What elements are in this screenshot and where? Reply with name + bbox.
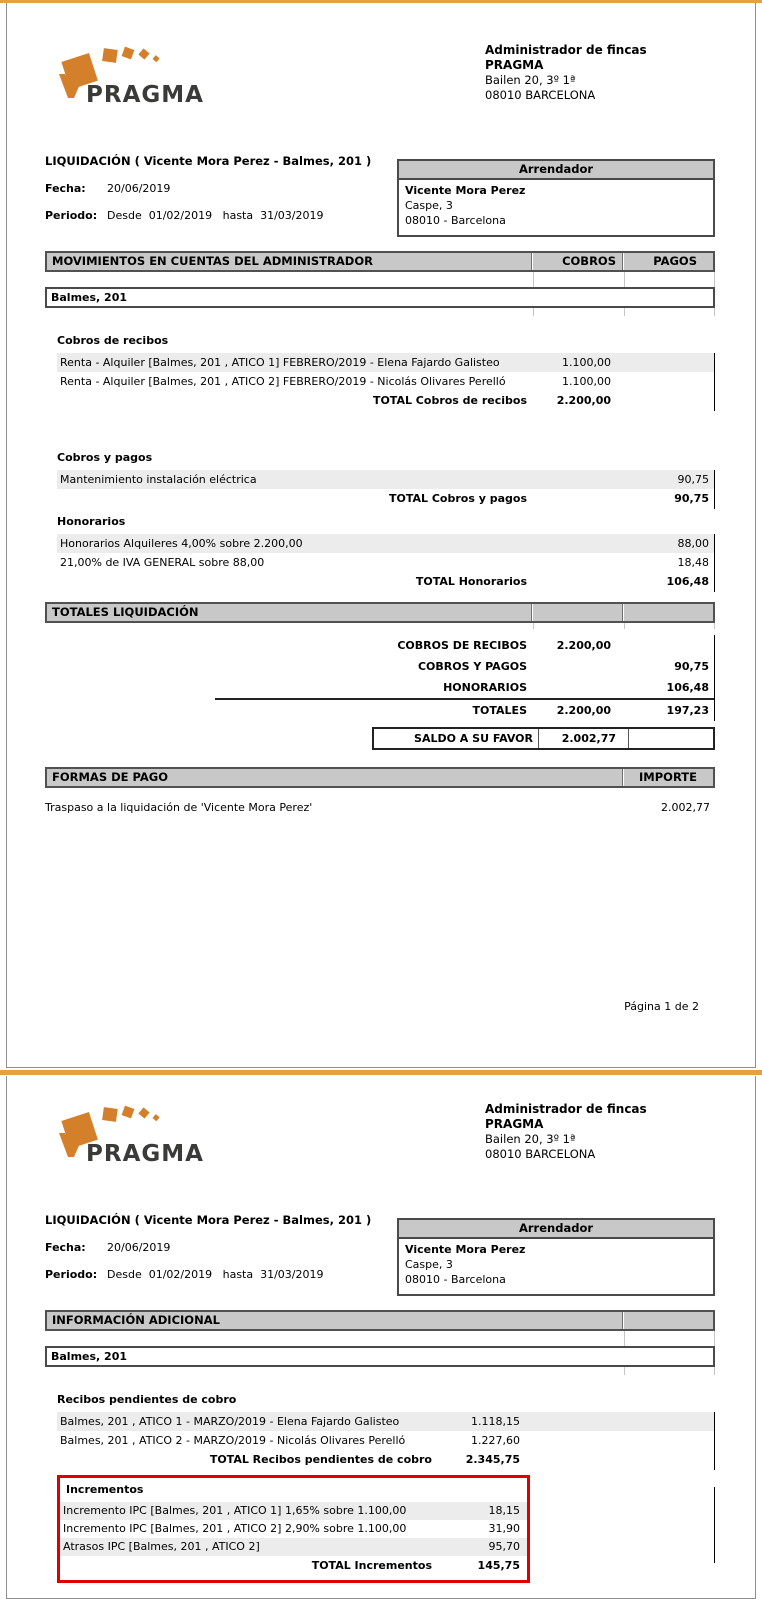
recibos-pendientes-table: [57, 1393, 715, 1470]
total-label: TOTAL Incrementos: [311, 1559, 432, 1572]
row-cobros: [532, 534, 623, 553]
table-heading: Incrementos: [66, 1483, 144, 1496]
movimientos-bar-title: MOVIMIENTOS EN CUENTAS DEL ADMINISTRADOR: [52, 254, 373, 268]
totales-row: [57, 635, 714, 656]
totales-label: TOTALES: [472, 704, 527, 717]
row-importe: 1.227,60: [471, 1434, 520, 1447]
total-label: TOTAL Cobros y pagos: [389, 492, 527, 505]
table-row: [60, 1502, 527, 1520]
column-header-pagos: PAGOS: [622, 253, 713, 270]
table-row: [57, 534, 714, 553]
fecha-label: Fecha:: [45, 182, 86, 195]
document-page-1: [6, 3, 756, 1068]
total-pagos: 90,75: [674, 492, 709, 505]
honorarios-table: [57, 515, 715, 592]
row-importe: 2.002,77: [661, 801, 710, 814]
total-cobros: [532, 489, 623, 509]
formas-pago-row: [45, 798, 715, 818]
row-desc: Incremento IPC [Balmes, 201 , ATICO 1] 1,65% sobre 1.100,00: [63, 1504, 407, 1517]
total-cobros: 2.200,00: [556, 394, 611, 407]
arrendador-box-body: [399, 180, 713, 235]
total-importe: 2.345,75: [465, 1453, 520, 1466]
total-pagos: [623, 391, 714, 411]
column-guides: [45, 1331, 715, 1346]
totales-bar-cell: [622, 604, 713, 621]
right-column-rule: [714, 1487, 715, 1563]
table-row: [60, 1520, 527, 1538]
row-desc: Honorarios Alquileres 4,00% sobre 2.200,00: [60, 537, 303, 550]
total-label: TOTAL Recibos pendientes de cobro: [209, 1453, 432, 1466]
liquidation-details: [45, 154, 397, 237]
column-guides: [45, 1367, 715, 1375]
table-row: [57, 353, 714, 372]
arrendador-box-body: [399, 1239, 713, 1294]
row-pagos: [623, 353, 714, 372]
property-box: Balmes, 201: [45, 287, 715, 308]
row-importe: 95,70: [488, 1540, 520, 1553]
liquidation-info-section: [45, 1213, 715, 1296]
totales-cobros: [532, 656, 623, 677]
totales-pagos: 90,75: [674, 660, 709, 673]
periodo-value: Desde 01/02/2019 hasta 31/03/2019: [107, 209, 324, 222]
logo-wordmark: PRAGMA: [86, 1141, 204, 1167]
arrendador-box-header: Arrendador: [399, 161, 713, 180]
totales-label: HONORARIOS: [443, 681, 527, 694]
totales-pagos: 197,23: [666, 704, 709, 717]
column-guides: [45, 623, 715, 629]
company-line: 08010 BARCELONA: [485, 1147, 596, 1161]
totales-row: [57, 677, 714, 698]
table-total-row: [60, 1556, 527, 1576]
arrendador-address: Caspe, 3: [405, 199, 453, 212]
row-pagos: 18,48: [677, 556, 709, 569]
totales-cobros: 2.200,00: [556, 639, 611, 652]
page-header: [45, 1076, 715, 1171]
company-address-block: [485, 1102, 715, 1162]
saldo-empty-cell: [629, 729, 713, 748]
liquidation-title: LIQUIDACIÓN ( Vicente Mora Perez - Balmes, 201 ): [45, 154, 372, 168]
totales-section-bar: [45, 602, 715, 623]
table-heading: Recibos pendientes de cobro: [57, 1393, 237, 1406]
totales-label: COBROS DE RECIBOS: [397, 639, 527, 652]
total-label: TOTAL Honorarios: [415, 575, 527, 588]
liquidation-details: [45, 1213, 397, 1296]
table-row: [60, 1538, 527, 1556]
column-guides: [45, 272, 715, 287]
arrendador-address: Caspe, 3: [405, 1258, 453, 1271]
document-page-2: [6, 1076, 756, 1599]
total-importe: 145,75: [477, 1559, 520, 1572]
informacion-bar-title: INFORMACIÓN ADICIONAL: [52, 1313, 220, 1327]
company-line: Bailen 20, 3º 1ª: [485, 1132, 576, 1146]
row-cobros: 1.100,00: [562, 356, 611, 369]
row-cobros: [532, 553, 623, 572]
column-header-importe: IMPORTE: [622, 769, 713, 786]
row-pagos: 90,75: [677, 473, 709, 486]
page-header: [45, 3, 715, 112]
informacion-bar-cell: [622, 1312, 713, 1329]
company-line: Administrador de fincas: [485, 1102, 647, 1116]
periodo-label: Periodo:: [45, 209, 98, 222]
row-desc: Atrasos IPC [Balmes, 201 , ATICO 2]: [63, 1540, 260, 1553]
total-label: TOTAL Cobros de recibos: [372, 394, 527, 407]
movimientos-section-bar: [45, 251, 715, 272]
company-line: 08010 BARCELONA: [485, 88, 596, 102]
row-desc: Renta - Alquiler [Balmes, 201 , ATICO 1] FEBRERO/2019 - Elena Fajardo Galisteo: [60, 356, 500, 369]
liquidation-info-section: [45, 154, 715, 237]
column-header-cobros: COBROS: [531, 253, 622, 270]
periodo-label: Periodo:: [45, 1268, 98, 1281]
fecha-value: 20/06/2019: [107, 1241, 171, 1254]
table-row: [57, 470, 714, 489]
arrendador-box: [397, 1218, 715, 1296]
liquidation-title: LIQUIDACIÓN ( Vicente Mora Perez - Balmes, 201 ): [45, 1213, 372, 1227]
column-guides: [45, 308, 715, 316]
row-desc: Renta - Alquiler [Balmes, 201 , ATICO 2] FEBRERO/2019 - Nicolás Olivares Perelló: [60, 375, 506, 388]
table-total-row: [57, 572, 714, 592]
totales-pagos: [623, 635, 714, 656]
cobros-y-pagos-table: [57, 451, 715, 509]
total-cobros: [532, 572, 623, 592]
company-line: Administrador de fincas: [485, 43, 647, 57]
cobros-de-recibos-table: [57, 334, 715, 411]
row-pagos: [623, 372, 714, 391]
row-pagos: 88,00: [677, 537, 709, 550]
formas-pago-section-bar: [45, 767, 715, 788]
table-heading: Honorarios: [57, 515, 126, 528]
pragma-logo: [53, 1102, 263, 1171]
table-heading: Cobros de recibos: [57, 334, 169, 347]
total-pagos: 106,48: [666, 575, 709, 588]
row-desc: Incremento IPC [Balmes, 201 , ATICO 2] 2,90% sobre 1.100,00: [63, 1522, 407, 1535]
row-desc: Balmes, 201 , ATICO 2 - MARZO/2019 - Nicolás Olivares Perelló: [60, 1434, 406, 1447]
row-importe: 31,90: [488, 1522, 520, 1535]
row-importe: 18,15: [488, 1504, 520, 1517]
arrendador-name: Vicente Mora Perez: [405, 184, 526, 197]
incrementos-highlight-box: [57, 1475, 530, 1583]
property-box: Balmes, 201: [45, 1346, 715, 1367]
row-desc: Balmes, 201 , ATICO 1 - MARZO/2019 - Elena Fajardo Galisteo: [60, 1415, 400, 1428]
arrendador-name: Vicente Mora Perez: [405, 1243, 526, 1256]
totales-bar-title: TOTALES LIQUIDACIÓN: [52, 605, 199, 619]
totales-rows: [57, 635, 715, 721]
table-heading: Cobros y pagos: [57, 451, 153, 464]
table-total-row: [57, 1450, 714, 1470]
table-row: [57, 1412, 714, 1431]
informacion-adicional-bar: [45, 1310, 715, 1331]
table-row: [57, 553, 714, 572]
company-line: PRAGMA: [485, 58, 544, 72]
company-address-block: [485, 43, 715, 103]
row-desc: 21,00% de IVA GENERAL sobre 88,00: [60, 556, 265, 569]
periodo-value: Desde 01/02/2019 hasta 31/03/2019: [107, 1268, 324, 1281]
page-separator: [0, 1070, 762, 1075]
company-line: PRAGMA: [485, 1117, 544, 1131]
totales-label: COBROS Y PAGOS: [417, 660, 527, 673]
arrendador-address: 08010 - Barcelona: [405, 214, 506, 227]
totales-bar-cell: [531, 604, 622, 621]
pragma-logo: [53, 43, 263, 112]
fecha-label: Fecha:: [45, 1241, 86, 1254]
table-total-row: [57, 391, 714, 411]
totales-row: [57, 656, 714, 677]
totales-pagos: 106,48: [666, 681, 709, 694]
logo-wordmark: PRAGMA: [86, 82, 204, 108]
arrendador-address: 08010 - Barcelona: [405, 1273, 506, 1286]
arrendador-box-header: Arrendador: [399, 1220, 713, 1239]
page-number: Página 1 de 2: [624, 1000, 699, 1013]
totales-cobros: [532, 677, 623, 698]
saldo-label: SALDO A SU FAVOR: [414, 732, 533, 745]
saldo-box: [372, 727, 715, 750]
row-cobros: 1.100,00: [562, 375, 611, 388]
pragma-logo-graphic: [53, 43, 263, 109]
table-total-row: [57, 489, 714, 509]
row-cobros: [532, 470, 623, 489]
fecha-value: 20/06/2019: [107, 182, 171, 195]
totales-grand-row: [57, 700, 714, 721]
row-desc: Traspaso a la liquidación de 'Vicente Mora Perez': [45, 801, 313, 814]
table-row: [57, 1431, 714, 1450]
company-line: Bailen 20, 3º 1ª: [485, 73, 576, 87]
arrendador-box: [397, 159, 715, 237]
row-importe: 1.118,15: [471, 1415, 520, 1428]
formas-pago-bar-title: FORMAS DE PAGO: [52, 770, 169, 784]
totales-cobros: 2.200,00: [556, 704, 611, 717]
pragma-logo-graphic: [53, 1102, 263, 1168]
row-desc: Mantenimiento instalación eléctrica: [60, 473, 257, 486]
saldo-value: 2.002,77: [538, 729, 629, 748]
table-row: [57, 372, 714, 391]
